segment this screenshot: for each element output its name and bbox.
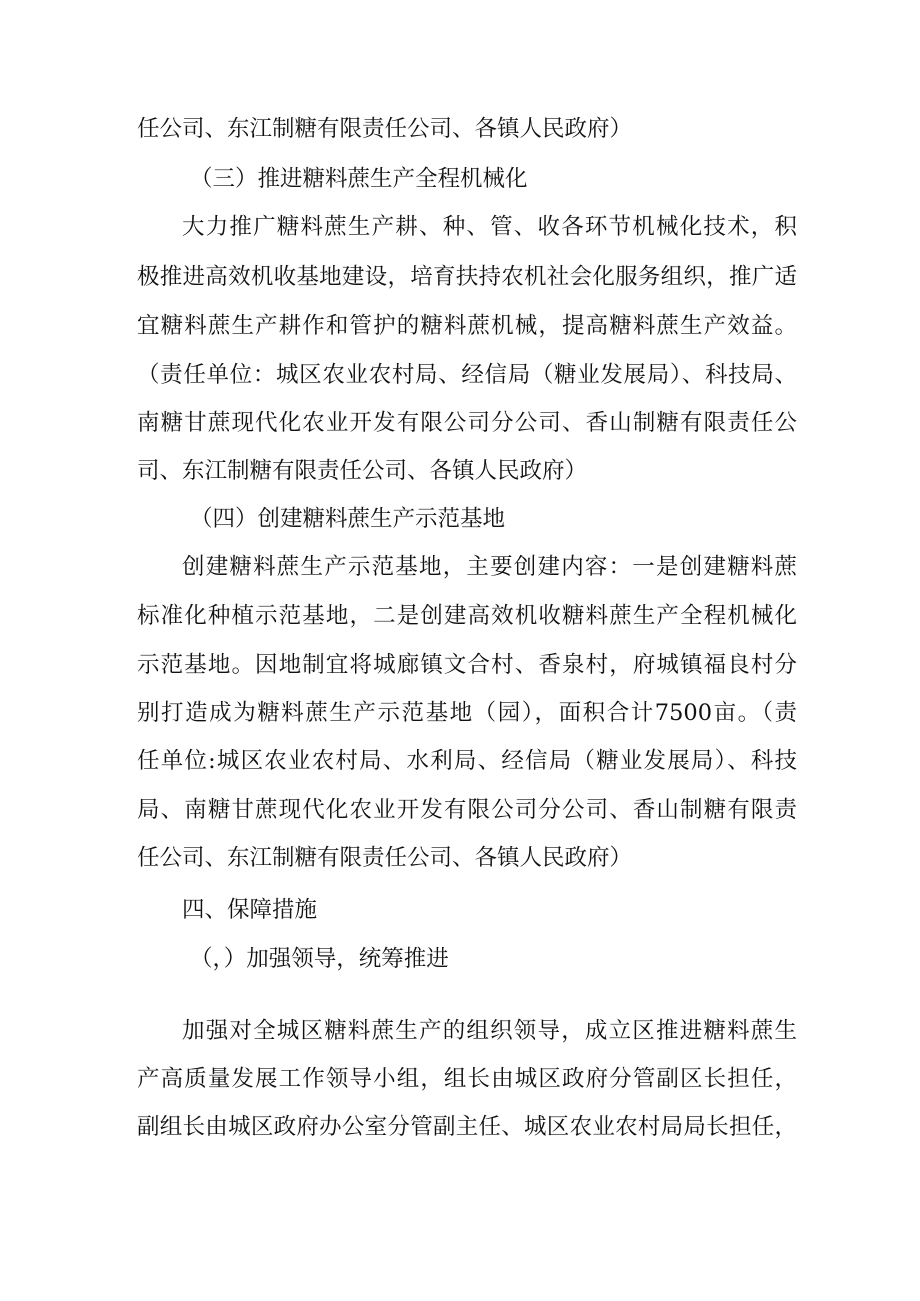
section-heading-3: （三）推进糖料蔗生产全程机械化 [190,166,528,192]
section-heading-1: （，）加强领导，统筹推进 [190,946,449,972]
paragraph-line: 大力推广糖料蔗生产耕、种、管、收各环节机械化技术，积 [182,214,797,240]
paragraph-line: 别打造成为糖料蔗生产示范基地（园），面积合计7500亩。（责 [137,700,797,726]
paragraph-line: 司、东江制糖有限责任公司、各镇人民政府） [137,458,588,484]
paragraph-line: 局、南糖甘蔗现代化农业开发有限公司分公司、香山制糖有限责 [137,797,797,823]
paragraph-line: 南糖甘蔗现代化农业开发有限公司分公司、香山制糖有限责任公 [137,410,797,436]
paragraph-line: 极推进高效机收基地建设，培育扶持农机社会化服务组织，推广适 [137,264,797,290]
section-heading-4: （四）创建糖料蔗生产示范基地 [190,506,506,532]
paragraph-line: 创建糖料蔗生产示范基地，主要创建内容：一是创建糖料蔗 [182,554,797,580]
paragraph-line: 产高质量发展工作领导小组，组长由城区政府分管副区长担任， [137,1066,797,1092]
paragraph-line: 示范基地。因地制宜将城廊镇文合村、香泉村，府城镇福良村分 [137,652,797,678]
paragraph-line: 副组长由城区政府办公室分管副主任、城区农业农村局局长担任， [137,1114,797,1140]
paragraph-line: 任公司、东江制糖有限责任公司、各镇人民政府） [137,845,633,871]
chapter-heading: 四、保障措施 [182,897,318,923]
paragraph-line: 任单位:城区农业农村局、水利局、经信局（糖业发展局）、科技 [137,748,797,774]
paragraph-line: （责任单位：城区农业农村局、经信局（糖业发展局）、科技局、 [137,362,797,388]
paragraph-line: 宜糖料蔗生产耕作和管护的糖料蔗机械，提高糖料蔗生产效益。 [137,313,797,339]
paragraph-line: 任公司、东江制糖有限责任公司、各镇人民政府） [137,116,633,142]
paragraph-line: 标准化种植示范基地，二是创建高效机收糖料蔗生产全程机械化 [137,603,797,629]
paragraph-line: 加强对全城区糖料蔗生产的组织领导，成立区推进糖料蔗生 [182,1018,797,1044]
